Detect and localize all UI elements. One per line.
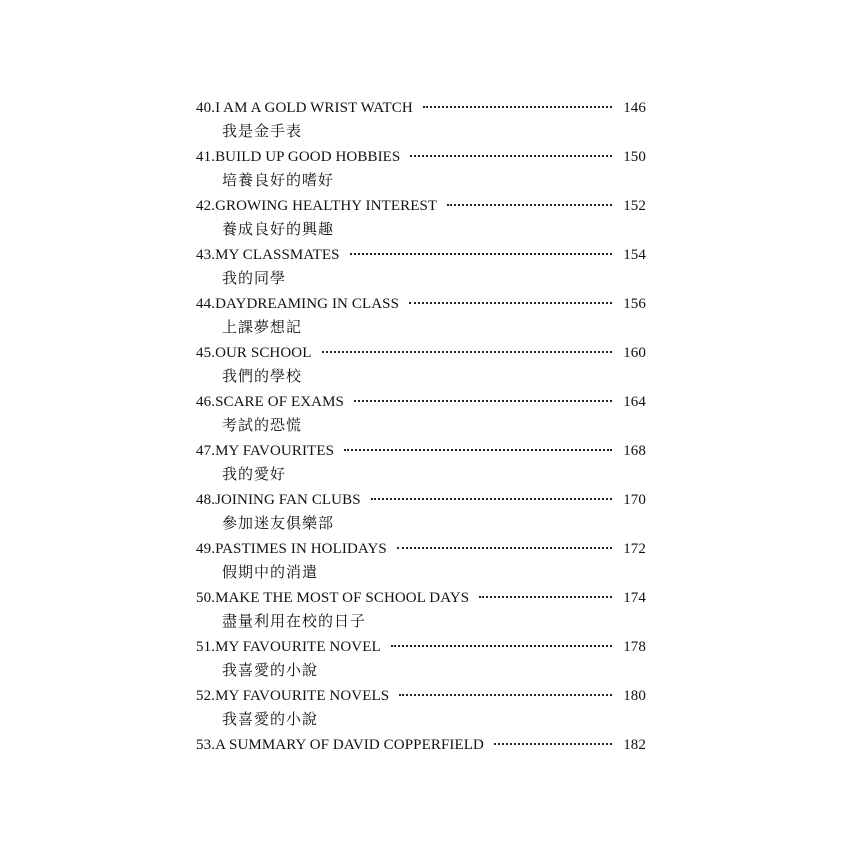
chapter-title-chinese: 參加迷友俱樂部 <box>222 514 335 532</box>
toc-entry <box>196 538 648 587</box>
chapter-number: 43. <box>196 247 216 263</box>
dot-leader <box>354 400 612 402</box>
chapter-title-chinese: 上課夢想記 <box>222 318 303 336</box>
chapter-title: PASTIMES IN HOLIDAYS <box>215 541 387 557</box>
dot-leader <box>350 253 612 255</box>
chapter-title: MY CLASSMATES <box>215 247 340 263</box>
dot-leader <box>391 645 612 647</box>
chapter-title-chinese: 我是金手表 <box>222 122 303 140</box>
toc-entry <box>196 685 648 734</box>
chapter-title: BUILD UP GOOD HOBBIES <box>215 149 401 165</box>
chapter-title-chinese: 養成良好的興趣 <box>222 220 335 238</box>
chapter-number: 46. <box>196 394 216 410</box>
dot-leader <box>409 302 612 304</box>
chapter-number: 47. <box>196 443 216 459</box>
page-number: 160 <box>623 345 646 361</box>
toc-entry-line <box>196 538 648 560</box>
toc-entry <box>196 587 648 636</box>
dot-leader <box>371 498 612 500</box>
toc-entry <box>196 97 648 146</box>
chapter-title: JOINING FAN CLUBS <box>215 492 361 508</box>
chapter-title: MAKE THE MOST OF SCHOOL DAYS <box>215 590 470 606</box>
page-number: 172 <box>623 541 646 557</box>
chapter-number: 48. <box>196 492 216 508</box>
toc-entry-line <box>196 440 648 462</box>
toc-entry-line <box>196 244 648 266</box>
table-of-contents <box>196 97 648 783</box>
toc-entry <box>196 342 648 391</box>
chapter-number: 45. <box>196 345 216 361</box>
chapter-title: OUR SCHOOL <box>215 345 312 361</box>
chapter-number: 41. <box>196 149 216 165</box>
dot-leader <box>447 204 612 206</box>
toc-entry-line <box>196 293 648 315</box>
page-number: 164 <box>623 394 646 410</box>
toc-entry <box>196 489 648 538</box>
chapter-number: 53. <box>196 737 216 753</box>
page-number: 146 <box>623 100 646 116</box>
toc-entry <box>196 244 648 293</box>
chapter-title: DAYDREAMING IN CLASS <box>215 296 400 312</box>
dot-leader <box>397 547 612 549</box>
chapter-title: MY FAVOURITE NOVELS <box>215 688 390 704</box>
dot-leader <box>423 106 612 108</box>
page-number: 156 <box>623 296 646 312</box>
toc-entry-line <box>196 146 648 168</box>
page-number: 150 <box>623 149 646 165</box>
chapter-number: 44. <box>196 296 216 312</box>
dot-leader <box>399 694 612 696</box>
chapter-title-chinese: 我的同學 <box>222 269 287 287</box>
toc-entry-line <box>196 685 648 707</box>
chapter-title: A SUMMARY OF DAVID COPPERFIELD <box>215 737 484 753</box>
dot-leader <box>494 743 612 745</box>
toc-entry-line <box>196 97 648 119</box>
chapter-title-chinese: 考試的恐慌 <box>222 416 303 434</box>
page-number: 178 <box>623 639 646 655</box>
toc-entry <box>196 293 648 342</box>
toc-entry-line <box>196 636 648 658</box>
chapter-number: 49. <box>196 541 216 557</box>
toc-entry-line <box>196 195 648 217</box>
toc-entry <box>196 146 648 195</box>
chapter-title: MY FAVOURITES <box>215 443 335 459</box>
chapter-title-chinese: 我喜愛的小說 <box>222 710 319 728</box>
dot-leader <box>479 596 612 598</box>
chapter-title: I AM A GOLD WRIST WATCH <box>215 100 413 116</box>
chapter-title: MY FAVOURITE NOVEL <box>215 639 381 655</box>
page-number: 180 <box>623 688 646 704</box>
toc-entry <box>196 734 648 783</box>
toc-entry-line <box>196 391 648 413</box>
page-number: 182 <box>623 737 646 753</box>
dot-leader <box>344 449 612 451</box>
chapter-title-chinese: 培養良好的嗜好 <box>222 171 335 189</box>
chapter-number: 42. <box>196 198 216 214</box>
chapter-title: SCARE OF EXAMS <box>215 394 344 410</box>
dot-leader <box>322 351 613 353</box>
chapter-number: 50. <box>196 590 216 606</box>
toc-entry-line <box>196 587 648 609</box>
chapter-title-chinese: 盡量利用在校的日子 <box>222 612 367 630</box>
chapter-number: 51. <box>196 639 216 655</box>
page-number: 154 <box>623 247 646 263</box>
chapter-title-chinese: 假期中的消遣 <box>222 563 319 581</box>
toc-entry <box>196 391 648 440</box>
chapter-title: GROWING HEALTHY INTEREST <box>215 198 438 214</box>
toc-entry-line <box>196 489 648 511</box>
toc-entry-line <box>196 342 648 364</box>
toc-entry <box>196 440 648 489</box>
chapter-title-chinese: 我的愛好 <box>222 465 287 483</box>
toc-entry <box>196 636 648 685</box>
toc-entry <box>196 195 648 244</box>
page-number: 174 <box>623 590 646 606</box>
chapter-title-chinese: 我喜愛的小說 <box>222 661 319 679</box>
toc-entry-line <box>196 734 648 756</box>
chapter-number: 40. <box>196 100 216 116</box>
chapter-title-chinese: 我們的學校 <box>222 367 303 385</box>
page-number: 152 <box>623 198 646 214</box>
dot-leader <box>410 155 612 157</box>
page-number: 170 <box>623 492 646 508</box>
page-number: 168 <box>623 443 646 459</box>
chapter-number: 52. <box>196 688 216 704</box>
